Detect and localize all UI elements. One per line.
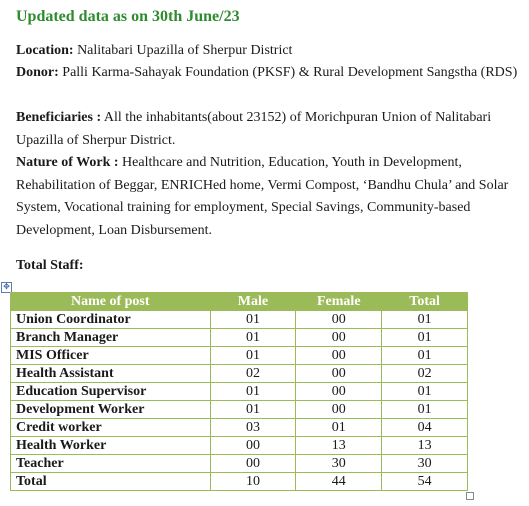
total-count: 01 [382,311,468,329]
table-row [11,311,468,329]
total-count: 01 [382,347,468,365]
post-name: Total [11,473,211,491]
beneficiaries-paragraph [16,107,522,152]
table-header-row [11,293,468,311]
total-count: 01 [382,383,468,401]
table-row [11,401,468,419]
total-count: 30 [382,455,468,473]
female-count: 00 [296,383,382,401]
female-count: 13 [296,437,382,455]
donor-label: Donor: [16,65,59,80]
nature-of-work-value: Healthcare and Nutrition, Education, Youth in Development, Rehabilitation of Beggar, ENRICHed home, Vermi Compost, ‘Bandhu Chula’ and Solar System, Vocational training for employment, Special Savings, Community-based Development, Loan Disbursement. [16,155,509,238]
female-count: 00 [296,365,382,383]
location-paragraph [16,40,522,63]
post-name: Union Coordinator [11,311,211,329]
header-total: Total [382,293,468,311]
post-name: Branch Manager [11,329,211,347]
header-female: Female [296,293,382,311]
female-count: 30 [296,455,382,473]
male-count: 00 [210,437,296,455]
total-count: 13 [382,437,468,455]
male-count: 01 [210,347,296,365]
male-count: 10 [210,473,296,491]
post-name: Education Supervisor [11,383,211,401]
post-name: Health Assistant [11,365,211,383]
location-label: Location: [16,43,74,58]
header-name-of-post: Name of post [11,293,211,311]
location-value: Nalitabari Upazilla of Sherpur District [73,43,293,58]
table-move-icon[interactable]: ✥ [1,282,12,293]
male-count: 01 [210,383,296,401]
table-row [11,419,468,437]
male-count: 03 [210,419,296,437]
post-name: Health Worker [11,437,211,455]
female-count: 00 [296,401,382,419]
beneficiaries-value: All the inhabitants(about 23152) of Morichpuran Union of Nalitabari Upazilla of Sherpur District. [16,110,492,148]
female-count: 01 [296,419,382,437]
header-male: Male [210,293,296,311]
post-name: MIS Officer [11,347,211,365]
post-name: Development Worker [11,401,211,419]
table-row [11,347,468,365]
post-name: Teacher [11,455,211,473]
total-count: 01 [382,329,468,347]
nature-of-work-paragraph [16,152,522,242]
donor-paragraph [16,62,522,85]
donor-value: Palli Karma-Sahayak Foundation (PKSF) & Rural Development Sangstha (RDS) [58,65,518,80]
female-count: 00 [296,311,382,329]
table-row [11,383,468,401]
female-count: 00 [296,329,382,347]
table-row [11,365,468,383]
total-count: 02 [382,365,468,383]
nature-of-work-label: Nature of Work : [16,155,119,170]
female-count: 00 [296,347,382,365]
total-count: 01 [382,401,468,419]
document-title: Updated data as on 30th June/23 [16,8,240,25]
staff-table [10,292,468,491]
male-count: 01 [210,329,296,347]
table-row [11,455,468,473]
beneficiaries-label: Beneficiaries : [16,110,102,125]
table-total-row [11,473,468,491]
table-resize-icon[interactable] [466,492,474,500]
post-name: Credit worker [11,419,211,437]
male-count: 01 [210,401,296,419]
total-staff-heading: Total Staff: [16,258,84,273]
table-row [11,437,468,455]
total-count: 54 [382,473,468,491]
male-count: 01 [210,311,296,329]
female-count: 44 [296,473,382,491]
male-count: 00 [210,455,296,473]
total-count: 04 [382,419,468,437]
male-count: 02 [210,365,296,383]
table-row [11,329,468,347]
